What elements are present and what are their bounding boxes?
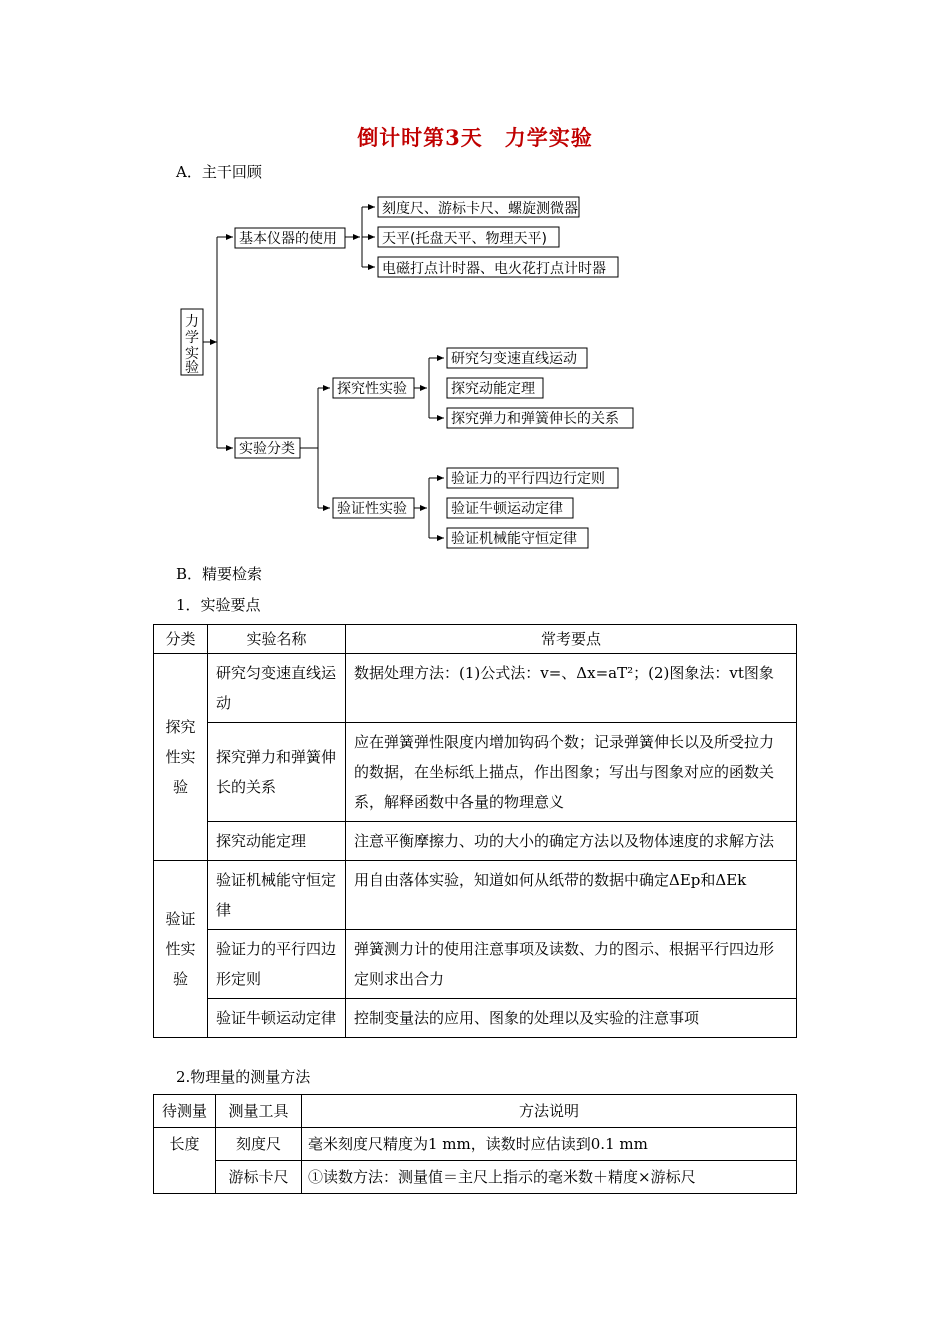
exp-name: 验证机械能守恒定律 — [208, 861, 346, 930]
exp-name: 探究动能定理 — [208, 822, 346, 861]
table-row — [154, 822, 797, 861]
header-method: 方法说明 — [302, 1095, 797, 1128]
header-tool: 测量工具 — [216, 1095, 302, 1128]
table-row — [154, 654, 797, 723]
table-row — [154, 1128, 797, 1161]
sub1-item-1: 研究匀变速直线运动 — [451, 351, 577, 367]
method-cell: ①读数方法：测量值＝主尺上指示的毫米数＋精度×游标尺 — [302, 1161, 797, 1194]
header-category: 分类 — [154, 625, 208, 654]
page-title: 倒计时第3天 力学实验 — [357, 125, 593, 150]
exp-point: 注意平衡摩擦力、功的大小的确定方法以及物体速度的求解方法 — [346, 822, 797, 861]
branch2-label: 实验分类 — [239, 441, 295, 457]
table-header-row — [154, 625, 797, 654]
sub1-item-2: 探究动能定理 — [451, 381, 535, 397]
branch1-label: 基本仪器的使用 — [239, 231, 337, 247]
subsection-1-heading: 1．实验要点 — [176, 596, 261, 614]
group-cell-explore: 探究性实验 — [154, 654, 208, 861]
sub2-item-1: 验证力的平行四边行定则 — [451, 471, 605, 487]
root-char-1: 力 — [185, 314, 199, 330]
table-header-row — [154, 1095, 797, 1128]
header-points: 常考要点 — [346, 625, 797, 654]
table-row — [154, 999, 797, 1038]
measurement-table — [153, 1094, 797, 1194]
exp-point: 控制变量法的应用、图象的处理以及实验的注意事项 — [346, 999, 797, 1038]
table-row — [154, 861, 797, 930]
exp-name: 验证牛顿运动定律 — [208, 999, 346, 1038]
exp-point: 用自由落体实验，知道如何从纸带的数据中确定ΔEp和ΔEk — [346, 861, 797, 930]
branch1-item-3: 电磁打点计时器、电火花打点计时器 — [382, 261, 606, 277]
root-char-2: 学 — [185, 330, 199, 346]
sub1-label: 探究性实验 — [337, 381, 407, 397]
section-b-heading: B．精要检索 — [176, 565, 263, 583]
branch1-item-1: 刻度尺、游标卡尺、螺旋测微器 — [382, 201, 578, 217]
quantity-cell: 长度 — [154, 1128, 216, 1194]
sub1-item-3: 探究弹力和弹簧伸长的关系 — [451, 411, 619, 427]
concept-diagram — [0, 0, 950, 560]
sub2-label: 验证性实验 — [337, 501, 407, 517]
method-cell: 毫米刻度尺精度为1 mm，读数时应估读到0.1 mm — [302, 1128, 797, 1161]
branch1-item-2: 天平(托盘天平、物理天平) — [382, 231, 547, 247]
sub2-item-2: 验证牛顿运动定律 — [451, 501, 563, 517]
exp-name: 验证力的平行四边形定则 — [208, 930, 346, 999]
tool-cell: 游标卡尺 — [216, 1161, 302, 1194]
root-char-3: 实 — [185, 346, 199, 362]
group-cell-verify: 验证性实验 — [154, 861, 208, 1038]
table-row — [154, 723, 797, 822]
tool-cell: 刻度尺 — [216, 1128, 302, 1161]
header-name: 实验名称 — [208, 625, 346, 654]
table-row — [154, 930, 797, 999]
header-quantity: 待测量 — [154, 1095, 216, 1128]
subsection-2-heading: 2.物理量的测量方法 — [176, 1068, 311, 1086]
table-row — [154, 1161, 797, 1194]
exp-point: 弹簧测力计的使用注意事项及读数、力的图示、根据平行四边形定则求出合力 — [346, 930, 797, 999]
exp-point: 数据处理方法：(1)公式法：v=、Δx=aT²；(2)图象法：vt图象 — [346, 654, 797, 723]
experiment-points-table — [153, 624, 797, 1038]
section-a-heading: A．主干回顾 — [176, 163, 262, 181]
root-char-4: 验 — [185, 360, 199, 376]
exp-name: 研究匀变速直线运动 — [208, 654, 346, 723]
exp-name: 探究弹力和弹簧伸长的关系 — [208, 723, 346, 822]
exp-point: 应在弹簧弹性限度内增加钩码个数；记录弹簧伸长以及所受拉力的数据，在坐标纸上描点，作出图象；写出与图象对应的函数关系，解释函数中各量的物理意义 — [346, 723, 797, 822]
sub2-item-3: 验证机械能守恒定律 — [451, 531, 577, 547]
